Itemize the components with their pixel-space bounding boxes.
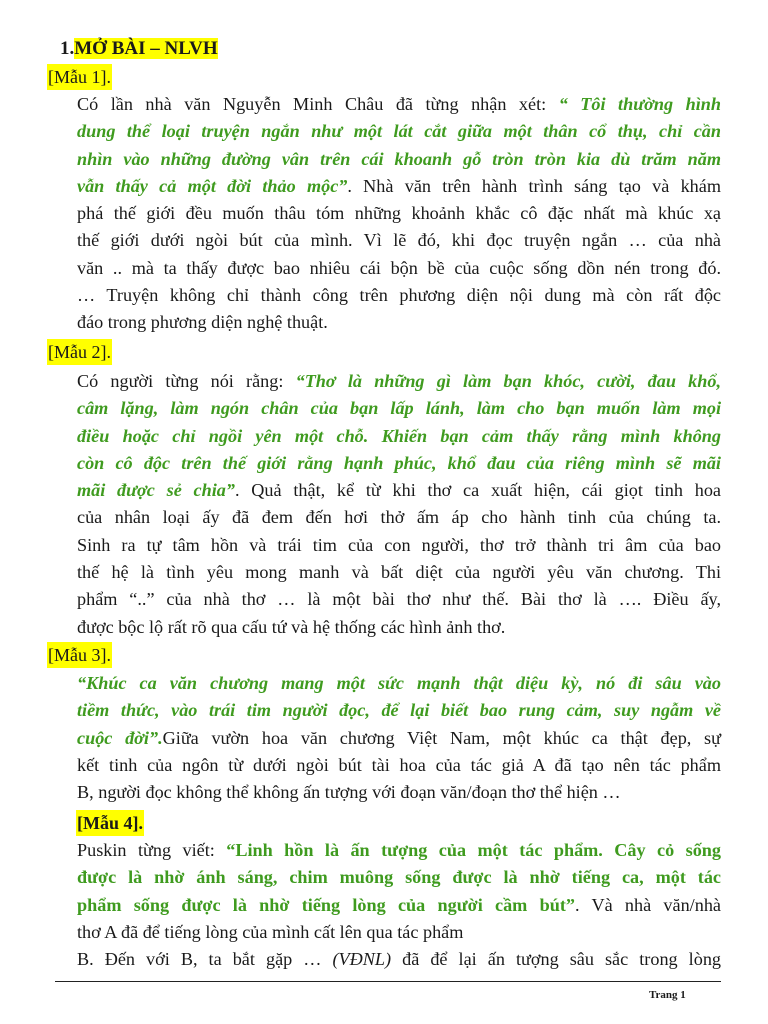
text-run: Có người từng nói rằng: — [77, 371, 296, 391]
paragraph-line — [77, 725, 721, 752]
quote-text: được là nhờ ánh sáng, chim muông sống được là nhờ tiếng ca, một tác — [77, 867, 721, 888]
paragraph-line — [77, 559, 721, 586]
sample-1-paragraph — [77, 91, 721, 337]
paragraph-line — [77, 309, 721, 336]
text-run: . Nhà văn trên hành trình sáng tạo và khám — [347, 175, 721, 196]
paragraph-line — [77, 423, 721, 450]
text-run: văn .. mà ta thấy được bao nhiêu cái bộn bề của cuộc sống dồn nén trong đó. — [77, 257, 721, 278]
quote-text: điều hoặc chỉ ngồi yên một chỗ. Khiến bạn cảm thấy rằng mình không — [77, 425, 721, 446]
heading-text: MỞ BÀI – NLVH — [74, 38, 218, 59]
quote-text: “Khúc ca văn chương mang một sức mạnh thật diệu kỳ, nó đi sâu vào — [77, 673, 721, 693]
paragraph-line — [77, 614, 721, 641]
text-run: được bộc lộ rất rõ qua cấu tứ và hệ thống các hình ảnh thơ. — [77, 616, 506, 637]
text-run: thế hệ là tình yêu mong manh và bất diệt của người yêu văn chương. Thi — [77, 562, 721, 583]
text-run: . Và nhà văn/nhà — [574, 894, 721, 915]
text-run: Sinh ra tự tâm hồn và trái tim của con người, thơ trở thành tri âm của bao — [77, 534, 721, 555]
paragraph-line — [77, 504, 721, 531]
text-run: đáo trong phương diện nghệ thuật. — [77, 312, 328, 333]
paragraph-line — [77, 255, 721, 282]
section-heading — [60, 36, 218, 62]
text-run: … Truyện không chỉ thành công trên phương diện nội dung mà còn rất độc — [77, 285, 721, 306]
text-run: Giữa vườn hoa văn chương Việt Nam, một khúc ca thật đẹp, sự — [162, 727, 721, 748]
paragraph-line — [77, 919, 721, 946]
quote-text: “Thơ là những gì làm bạn khóc, cười, đau khổ, — [295, 371, 721, 391]
paragraph-line — [77, 532, 721, 559]
text-run: Có lần nhà văn Nguyễn Minh Châu đã từng nhận xét: — [77, 94, 559, 114]
quote-text: vẫn thấy cả một đời thảo mộc” — [77, 175, 348, 196]
text-run: . Quả thật, kể từ khi thơ ca xuất hiện, cái giọt tinh hoa — [234, 480, 721, 501]
italic-text: (VĐNL) — [332, 949, 392, 970]
paragraph-line — [77, 837, 721, 864]
paragraph-line — [77, 752, 721, 779]
paragraph-line — [77, 395, 721, 422]
paragraph-line — [77, 118, 721, 145]
quote-text: dung thể loại truyện ngắn như một lát cắt giữa một thân cổ thụ, chỉ cần — [77, 121, 721, 142]
text-run: B, người đọc không thể không ấn tượng với đoạn văn/đoạn thơ thể hiện … — [77, 782, 621, 803]
text-run: thế giới dưới ngòi bút của mình. Vì lẽ đó, khi đọc truyện ngắn … của nhà — [77, 230, 721, 251]
quote-text: còn cô độc trên thế giới rằng hạnh phúc, khổ đau của riêng mình sẽ mãi — [77, 452, 721, 473]
quote-text: “Linh hồn là ấn tượng của một tác phẩm. Cây cỏ sống — [226, 840, 721, 860]
text-run: B. Đến với B, ta bắt gặp … — [77, 949, 333, 970]
sample-2-label: [Mẫu 2]. — [47, 339, 112, 365]
paragraph-line — [77, 200, 721, 227]
quote-text: “ Tôi thường hình — [558, 94, 721, 114]
paragraph-line — [77, 697, 721, 724]
paragraph-line — [77, 586, 721, 613]
text-run: phá thế giới đều muốn thâu tóm những khoảnh khắc cô đặc nhất mà khúc xạ — [77, 203, 721, 224]
sample-4-paragraph — [77, 837, 721, 973]
text-run: đã để lại ấn tượng sâu sắc trong lòng — [391, 949, 722, 970]
quote-text: cuộc đời”. — [77, 727, 163, 748]
heading-number: 1. — [60, 38, 75, 59]
sample-3-paragraph — [77, 670, 721, 806]
paragraph-line — [77, 227, 721, 254]
text-run: kết tinh của ngôn từ dưới ngòi bút tài hoa của tác giả A đã tạo nên tác phẩm — [77, 754, 721, 775]
sample-3-label: [Mẫu 3]. — [47, 642, 112, 668]
paragraph-line — [77, 368, 721, 395]
quote-text: phẩm sống được là nhờ tiếng lòng của người cầm bút” — [77, 894, 575, 915]
paragraph-line — [77, 892, 721, 919]
paragraph-line — [77, 670, 721, 697]
text-run: phẩm “..” của nhà thơ … là một bài thơ như thế. Bài thơ là …. Điều ấy, — [77, 589, 721, 610]
sample-4-label: [Mẫu 4]. — [76, 810, 144, 836]
sample-2-paragraph — [77, 368, 721, 641]
paragraph-line — [77, 779, 721, 806]
footer-rule — [55, 981, 721, 982]
quote-text: mãi được sẻ chia” — [77, 480, 235, 501]
text-run: của nhân loại ấy đã đem đến hơi thở ấm áp cho hành tinh của chúng ta. — [77, 507, 721, 528]
paragraph-line — [77, 450, 721, 477]
paragraph-line — [77, 946, 721, 973]
paragraph-line — [77, 91, 721, 118]
sample-1-label: [Mẫu 1]. — [47, 64, 112, 90]
page-number: Trang 1 — [649, 989, 686, 1001]
quote-text: nhìn vào những đường vân trên cái khoanh gỗ tròn tròn kia dù trăm năm — [77, 148, 721, 169]
quote-text: câm lặng, làm ngón chân của bạn lấp lánh, làm cho bạn muốn làm mọi — [77, 398, 721, 419]
paragraph-line — [77, 173, 721, 200]
text-run: thơ A đã để tiếng lòng của mình cất lên qua tác phẩm — [77, 921, 464, 942]
paragraph-line — [77, 146, 721, 173]
paragraph-line — [77, 477, 721, 504]
paragraph-line — [77, 864, 721, 891]
quote-text: tiềm thức, vào trái tim người đọc, để lại biết bao rung cảm, suy ngẫm về — [77, 700, 721, 721]
paragraph-line — [77, 282, 721, 309]
text-run: Puskin từng viết: — [77, 840, 227, 860]
